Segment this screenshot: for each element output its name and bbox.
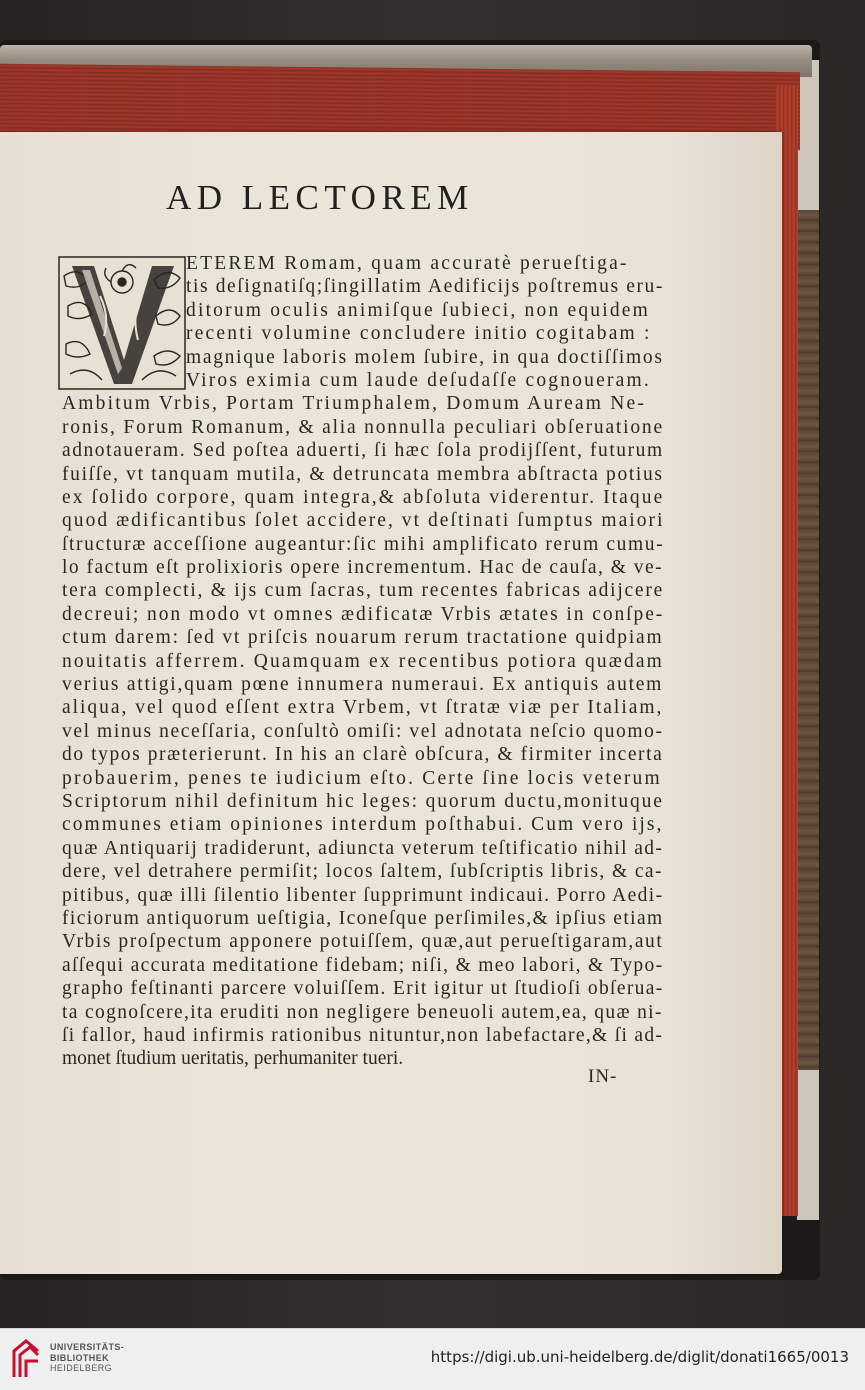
text-line: quod ædificantibus ſolet accidere, vt deſtinati ſumptus maiori — [62, 510, 665, 532]
text-line: monet ſtudium ueritatis, perhumaniter tueri. — [62, 1048, 404, 1070]
text-line: probauerim, penes te iudicium eſto. Certe ſine locis veterum — [62, 767, 662, 789]
text-line: tera complecti, & ijs cum ſacras, tum recentes fabricas adijcere — [62, 580, 664, 602]
catchword: IN- — [588, 1066, 618, 1087]
text-line: nouitatis afferrem. Quamquam ex recentibus potiora quædam — [62, 650, 664, 672]
text-line: magnique laboris molem ſubire, in qua doctiſſimos — [186, 346, 664, 368]
text-line: Viros eximia cum laude deſudaſſe cognoueram. — [186, 369, 651, 391]
text-line: ta cognoſcere,ita eruditi non negligere beneuoli autem,ea, quæ ni- — [62, 1001, 663, 1023]
body-text — [62, 252, 665, 1071]
text-line: tis deſignatiſq;ſingillatim Aedificijs poſtremus eru- — [186, 276, 664, 298]
text-line: ex ſolido corpore, quam integra,& abſoluta viderentur. Itaque — [62, 486, 665, 508]
book-cover-edge — [797, 210, 819, 1070]
text-line: Ambitum Vrbis, Portam Triumphalem, Domum Auream Ne- — [62, 393, 647, 415]
text-line: ſi fallor, haud infirmis rationibus nituntur,non labefactare,& ſi ad- — [62, 1024, 664, 1046]
text-line: fuiſſe, vt tanquam mutila, & detruncata membra abſtracta potius — [62, 463, 664, 485]
text-line: ctum darem: ſed vt priſcis nouarum rerum tractatione quidpiam — [62, 627, 664, 649]
text-line: ronis, Forum Romanum, & alia nonnulla peculiari obſeruatione — [62, 416, 664, 438]
text-line: vel minus neceſſaria, conſultò omiſi: vel adnotata neſcio quomo- — [62, 720, 664, 742]
library-name[interactable] — [50, 1342, 124, 1374]
text-line: dere, vel detrahere permiſit; locos ſaltem, ſubſcriptis libris, & ca- — [62, 861, 663, 883]
text-line: ficiorum antiquorum ueſtigia, Iconeſque perſimiles,& ipſius etiam — [62, 907, 664, 929]
library-name-line: UNIVERSITÄTS- — [50, 1342, 125, 1352]
text-line: quæ Antiquarij tradiderunt, adiuncta veterum teſtificatio nihil ad- — [62, 837, 664, 859]
text-line: ETEREM Romam, quam accuratè perueſtiga- — [186, 253, 629, 274]
library-name-line: BIBLIOTHEK — [50, 1352, 109, 1363]
text-line: lo factum eſt prolixioris opere incrementum. Hac de cauſa, & ve- — [62, 557, 664, 579]
permalink-url[interactable]: https://digi.ub.uni-heidelberg.de/diglit/donati1665/0013 — [430, 1348, 849, 1366]
text-line: verius attigi,quam pœne innumera numeraui. Ex antiquis autem — [62, 674, 664, 696]
heidelberg-library-logo-icon — [10, 1337, 42, 1381]
text-line: Scriptorum nihil definitum hic leges: quorum ductu,monituque — [62, 790, 664, 812]
page-title: AD LECTOREM — [166, 178, 474, 217]
footer-bar — [0, 1328, 865, 1390]
text-line: communes etiam opiniones interdum poſthabui. Cum vero ijs, — [62, 814, 664, 836]
text-line: do typos præterierunt. In his an clarè obſcura, & firmiter incerta — [62, 744, 664, 766]
text-line: ſtructuræ acceſſione augeantur:ſic mihi amplificato rerum cumu- — [62, 533, 665, 555]
text-line: Vrbis proſpectum apponere potuiſſem, quæ,aut perueſtigaram,aut — [62, 931, 664, 953]
text-line: aliqua, vel quod eſſent extra Vrbem, vt ſtratæ viæ per Italiam, — [62, 697, 664, 719]
text-line: adnotaueram. Sed poſtea aduerti, ſi hæc ſola prodijſſent, futurum — [62, 440, 664, 462]
text-line: ditorum oculis animiſque ſubieci, non equidem — [186, 299, 651, 321]
text-line: decreui; non modo vt omnes ædificatæ Vrbis ætates in conſpe- — [62, 603, 665, 625]
library-name-line: HEIDELBERG — [50, 1363, 113, 1373]
text-line: recenti volumine concludere initio cogitabam : — [186, 323, 652, 345]
text-line: aſſequi accurata meditatione fidebam; niſi, & meo labori, & Typo- — [62, 954, 664, 976]
text-line: pitibus, quæ illi ſilentio libenter ſupprimunt indicaui. Porro Aedi- — [62, 884, 664, 906]
text-line: grapho feſtinanti parcere voluiſſem. Erit igitur ut ſtudioſi obſerua- — [62, 978, 664, 1000]
